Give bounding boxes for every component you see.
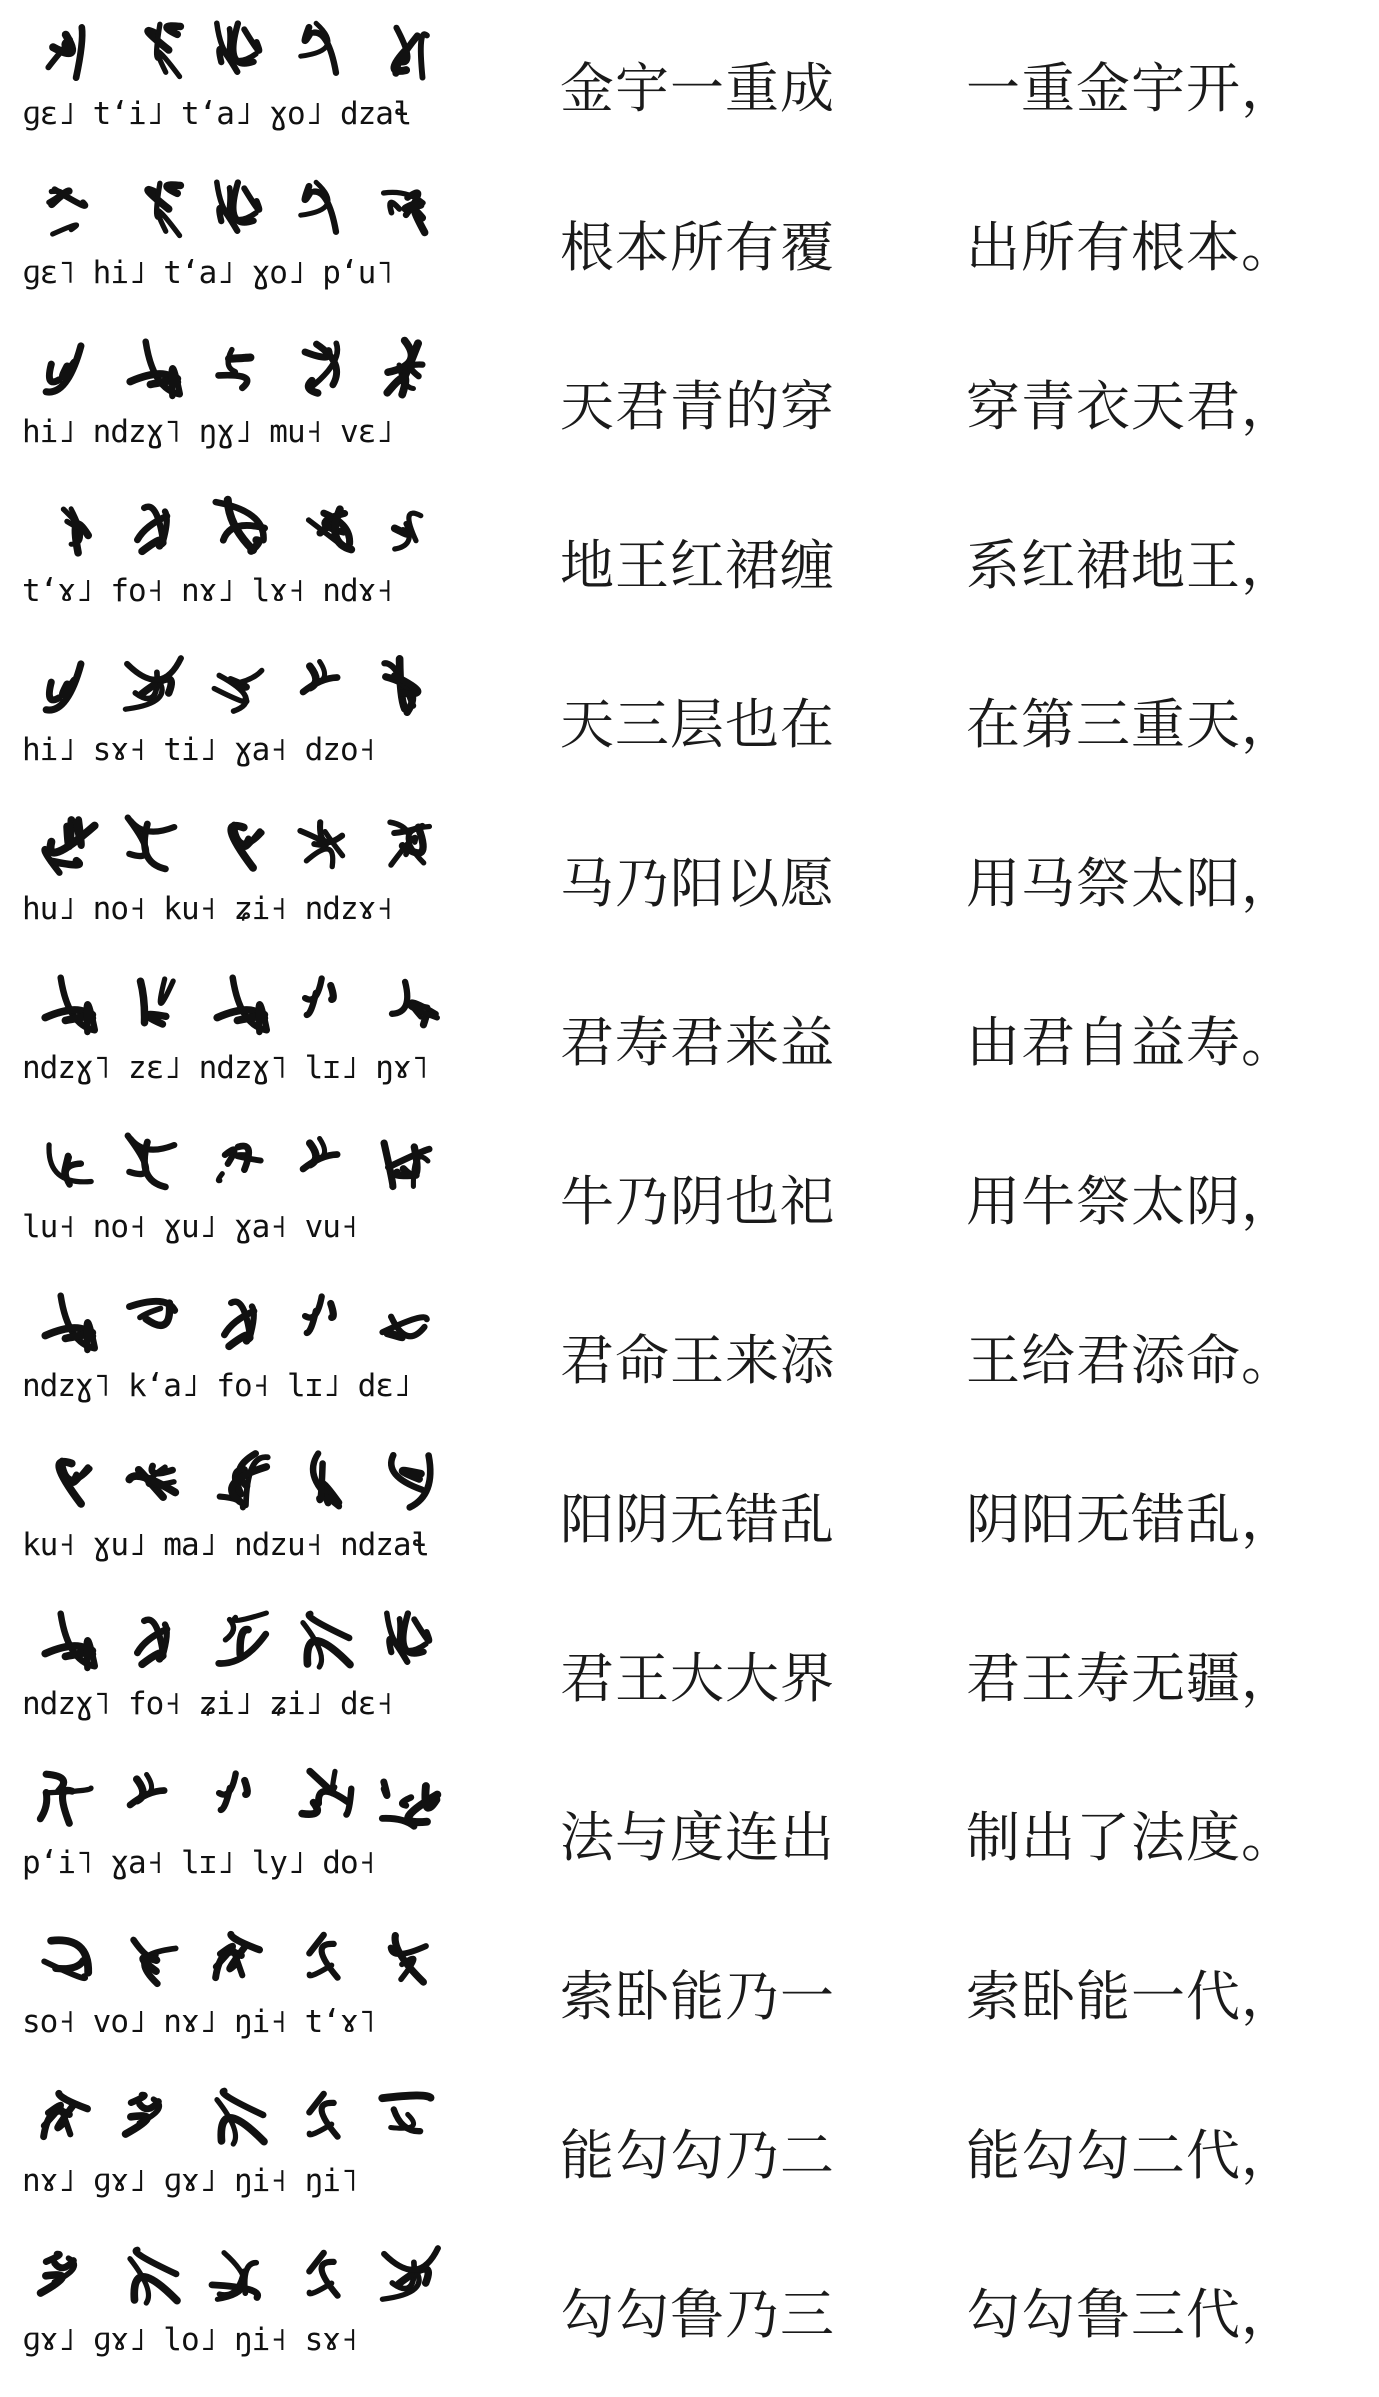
yi-glyph-14-icon bbox=[204, 1286, 276, 1358]
romanization-line: nɤ˩ ɡɤ˩ ɡɤ˩ ŋi˧ ŋi˥ bbox=[22, 2163, 358, 2199]
yi-glyph-41-icon bbox=[32, 1763, 104, 1835]
yi-glyph-23-icon bbox=[117, 809, 189, 881]
yi-script-block bbox=[22, 646, 452, 804]
yi-glyph-20-icon bbox=[290, 650, 362, 722]
yi-glyph-19-icon bbox=[204, 650, 276, 722]
yi-glyph-36-icon bbox=[204, 1445, 276, 1517]
yi-glyph-20-icon bbox=[290, 1127, 362, 1199]
literal-translation: 君王大大界 bbox=[560, 1647, 835, 1710]
romanization-line: ku˧ ɣu˩ ma˩ ndzu˧ ndzaɬ bbox=[22, 1527, 429, 1563]
yi-glyph-12-icon bbox=[374, 332, 446, 404]
yi-glyph-3-icon bbox=[204, 173, 276, 245]
yi-glyph-line bbox=[22, 2081, 452, 2163]
verse-row bbox=[0, 328, 1379, 486]
yi-glyph-10-icon bbox=[204, 332, 276, 404]
yi-glyph-2-icon bbox=[117, 173, 189, 245]
yi-glyph-28-icon bbox=[204, 1763, 276, 1835]
yi-glyph-14-icon bbox=[117, 491, 189, 563]
yi-glyph-26-icon bbox=[374, 809, 446, 881]
literal-translation: 牛乃阴也祀 bbox=[560, 1170, 835, 1233]
yi-glyph-49-icon bbox=[117, 2081, 189, 2153]
literal-translation: 法与度连出 bbox=[560, 1806, 835, 1869]
literal-translation: 根本所有覆 bbox=[560, 216, 835, 279]
yi-glyph-28-icon bbox=[290, 968, 362, 1040]
yi-glyph-24-icon bbox=[32, 1445, 104, 1517]
romanization-line: so˧ vo˩ nɤ˩ ŋi˧ tʻɤ˥ bbox=[22, 2004, 376, 2040]
romanization-line: hi˩ ndzɣ˥ ŋɣ˩ mu˧ vɛ˩ bbox=[22, 414, 393, 450]
romanization-line: hi˩ sɤ˧ ti˩ ɣa˧ dzo˧ bbox=[22, 732, 376, 768]
yi-glyph-9-icon bbox=[32, 1604, 104, 1676]
yi-script-block bbox=[22, 328, 452, 486]
yi-glyph-29-icon bbox=[374, 968, 446, 1040]
yi-glyph-30-icon bbox=[32, 1127, 104, 1199]
yi-glyph-31-icon bbox=[204, 1127, 276, 1199]
verse-row bbox=[0, 169, 1379, 327]
romanization-line: ndzɣ˥ zɛ˩ ndzɣ˥ lɪ˩ ŋɤ˥ bbox=[22, 1050, 429, 1086]
yi-glyph-11-icon bbox=[290, 332, 362, 404]
yi-glyph-49-icon bbox=[32, 2240, 104, 2312]
yi-glyph-17-icon bbox=[374, 491, 446, 563]
yi-glyph-18-icon bbox=[374, 2240, 446, 2312]
yi-glyph-9-icon bbox=[204, 968, 276, 1040]
literal-translation: 地王红裙缠 bbox=[560, 534, 835, 597]
yi-glyph-37-icon bbox=[290, 1445, 362, 1517]
verse-row bbox=[0, 2236, 1379, 2394]
yi-glyph-51-icon bbox=[204, 2240, 276, 2312]
verse-row bbox=[0, 1282, 1379, 1440]
yi-glyph-24-icon bbox=[204, 809, 276, 881]
yi-glyph-9-icon bbox=[32, 968, 104, 1040]
yi-glyph-line bbox=[22, 1286, 452, 1368]
yi-glyph-14-icon bbox=[117, 1604, 189, 1676]
free-translation: 用牛祭太阴， bbox=[966, 1170, 1296, 1233]
free-translation: 能勾勾二代， bbox=[966, 2124, 1296, 2187]
yi-glyph-47-icon bbox=[290, 2240, 362, 2312]
yi-script-block bbox=[22, 487, 452, 645]
yi-glyph-20-icon bbox=[117, 1763, 189, 1835]
yi-glyph-22-icon bbox=[32, 809, 104, 881]
literal-translation: 君命王来添 bbox=[560, 1329, 835, 1392]
yi-glyph-line bbox=[22, 968, 452, 1050]
yi-glyph-48-icon bbox=[374, 1922, 446, 1994]
free-translation: 制出了法度。 bbox=[966, 1806, 1296, 1869]
romanization-line: ɡɛ˥ hi˩ tʻa˩ ɣo˩ pʻu˥ bbox=[22, 255, 393, 291]
literal-translation: 索卧能乃一 bbox=[560, 1965, 835, 2028]
yi-glyph-46-icon bbox=[204, 1922, 276, 1994]
yi-glyph-33-icon bbox=[117, 1286, 189, 1358]
literal-translation: 勾勾鲁乃三 bbox=[560, 2283, 835, 2346]
yi-script-block bbox=[22, 1600, 452, 1758]
yi-glyph-38-icon bbox=[374, 1445, 446, 1517]
literal-translation: 马乃阳以愿 bbox=[560, 852, 835, 915]
yi-glyph-line bbox=[22, 1445, 452, 1527]
yi-glyph-44-icon bbox=[32, 1922, 104, 1994]
verse-row bbox=[0, 805, 1379, 963]
verse-row bbox=[0, 487, 1379, 645]
yi-glyph-39-icon bbox=[204, 1604, 276, 1676]
literal-translation: 君寿君来益 bbox=[560, 1011, 835, 1074]
yi-script-block bbox=[22, 169, 452, 327]
yi-glyph-9-icon bbox=[32, 1286, 104, 1358]
yi-script-block bbox=[22, 1282, 452, 1440]
yi-glyph-3-icon bbox=[204, 14, 276, 86]
yi-glyph-18-icon bbox=[117, 650, 189, 722]
free-translation: 王给君添命。 bbox=[966, 1329, 1296, 1392]
yi-script-block bbox=[22, 2077, 452, 2235]
yi-glyph-15-icon bbox=[204, 491, 276, 563]
yi-glyph-40-icon bbox=[290, 1604, 362, 1676]
free-translation: 系红裙地王， bbox=[966, 534, 1296, 597]
yi-glyph-8-icon bbox=[32, 650, 104, 722]
yi-glyph-line bbox=[22, 332, 452, 414]
yi-glyph-35-icon bbox=[117, 1445, 189, 1517]
verse-row bbox=[0, 1441, 1379, 1599]
yi-glyph-4-icon bbox=[290, 173, 362, 245]
yi-glyph-27-icon bbox=[117, 968, 189, 1040]
literal-translation: 阳阴无错乱 bbox=[560, 1488, 835, 1551]
verse-row bbox=[0, 2077, 1379, 2235]
literal-translation: 金宇一重成 bbox=[560, 57, 835, 120]
yi-glyph-5-icon bbox=[374, 14, 446, 86]
verse-row bbox=[0, 964, 1379, 1122]
yi-glyph-25-icon bbox=[290, 809, 362, 881]
yi-script-block bbox=[22, 1441, 452, 1599]
yi-glyph-45-icon bbox=[117, 1922, 189, 1994]
literal-translation: 天君青的穿 bbox=[560, 375, 835, 438]
free-translation: 勾勾鲁三代， bbox=[966, 2283, 1296, 2346]
yi-glyph-40-icon bbox=[204, 2081, 276, 2153]
yi-glyph-47-icon bbox=[290, 2081, 362, 2153]
yi-glyph-line bbox=[22, 491, 452, 573]
free-translation: 由君自益寿。 bbox=[966, 1011, 1296, 1074]
yi-glyph-8-icon bbox=[32, 332, 104, 404]
yi-glyph-7-icon bbox=[374, 173, 446, 245]
yi-script-block bbox=[22, 10, 452, 168]
yi-glyph-1-icon bbox=[32, 14, 104, 86]
yi-script-block bbox=[22, 805, 452, 963]
literal-translation: 能勾勾乃二 bbox=[560, 2124, 835, 2187]
romanization-line: ɡɤ˩ ɡɤ˩ lo˩ ŋi˧ sɤ˧ bbox=[22, 2322, 358, 2358]
yi-script-block bbox=[22, 1759, 452, 1917]
yi-glyph-line bbox=[22, 2240, 452, 2322]
yi-glyph-2-icon bbox=[117, 14, 189, 86]
free-translation: 阴阳无错乱， bbox=[966, 1488, 1296, 1551]
yi-glyph-42-icon bbox=[290, 1763, 362, 1835]
yi-script-block bbox=[22, 1123, 452, 1281]
yi-script-block bbox=[22, 2236, 452, 2394]
romanization-line: pʻi˥ ɣa˧ lɪ˩ ly˩ do˧ bbox=[22, 1845, 376, 1881]
yi-glyph-6-icon bbox=[32, 173, 104, 245]
yi-glyph-line bbox=[22, 1763, 452, 1845]
verse-row bbox=[0, 1759, 1379, 1917]
free-translation: 用马祭太阳， bbox=[966, 852, 1296, 915]
yi-glyph-4-icon bbox=[290, 14, 362, 86]
yi-glyph-3-icon bbox=[374, 1604, 446, 1676]
yi-glyph-line bbox=[22, 173, 452, 255]
verse-row bbox=[0, 646, 1379, 804]
verse-row bbox=[0, 1123, 1379, 1281]
yi-glyph-46-icon bbox=[32, 2081, 104, 2153]
verse-row bbox=[0, 1918, 1379, 2076]
yi-glyph-47-icon bbox=[290, 1922, 362, 1994]
yi-glyph-line bbox=[22, 14, 452, 96]
free-translation: 出所有根本。 bbox=[966, 216, 1296, 279]
literal-translation: 天三层也在 bbox=[560, 693, 835, 756]
verse-row bbox=[0, 1600, 1379, 1758]
yi-glyph-34-icon bbox=[374, 1286, 446, 1358]
free-translation: 穿青衣天君， bbox=[966, 375, 1296, 438]
romanization-line: ɡɛ˩ tʻi˩ tʻa˩ ɣo˩ dzaɬ bbox=[22, 96, 411, 132]
romanization-line: ndzɣ˥ fo˧ ʑi˩ ʑi˩ dɛ˧ bbox=[22, 1686, 393, 1722]
romanization-line: ndzɣ˥ kʻa˩ fo˧ lɪ˩ dɛ˩ bbox=[22, 1368, 411, 1404]
yi-glyph-21-icon bbox=[374, 650, 446, 722]
romanization-line: hu˩ no˧ ku˧ ʑi˧ ndzɤ˧ bbox=[22, 891, 393, 927]
free-translation: 一重金宇开， bbox=[966, 57, 1296, 120]
yi-glyph-50-icon bbox=[374, 2081, 446, 2153]
free-translation: 君王寿无疆， bbox=[966, 1647, 1296, 1710]
yi-glyph-line bbox=[22, 1604, 452, 1686]
yi-glyph-16-icon bbox=[290, 491, 362, 563]
yi-script-block bbox=[22, 964, 452, 1122]
yi-glyph-line bbox=[22, 1127, 452, 1209]
yi-glyph-43-icon bbox=[374, 1763, 446, 1835]
free-translation: 在第三重天， bbox=[966, 693, 1296, 756]
yi-glyph-32-icon bbox=[374, 1127, 446, 1199]
yi-glyph-line bbox=[22, 809, 452, 891]
yi-glyph-13-icon bbox=[32, 491, 104, 563]
yi-glyph-23-icon bbox=[117, 1127, 189, 1199]
romanization-line: lu˧ no˧ ɣu˩ ɣa˧ vu˧ bbox=[22, 1209, 358, 1245]
yi-glyph-line bbox=[22, 1922, 452, 2004]
yi-glyph-28-icon bbox=[290, 1286, 362, 1358]
free-translation: 索卧能一代， bbox=[966, 1965, 1296, 2028]
yi-script-block bbox=[22, 1918, 452, 2076]
yi-glyph-9-icon bbox=[117, 332, 189, 404]
verse-row bbox=[0, 10, 1379, 168]
yi-glyph-40-icon bbox=[117, 2240, 189, 2312]
romanization-line: tʻɤ˩ fo˧ nɤ˩ lɤ˧ ndɤ˧ bbox=[22, 573, 393, 609]
yi-glyph-line bbox=[22, 650, 452, 732]
